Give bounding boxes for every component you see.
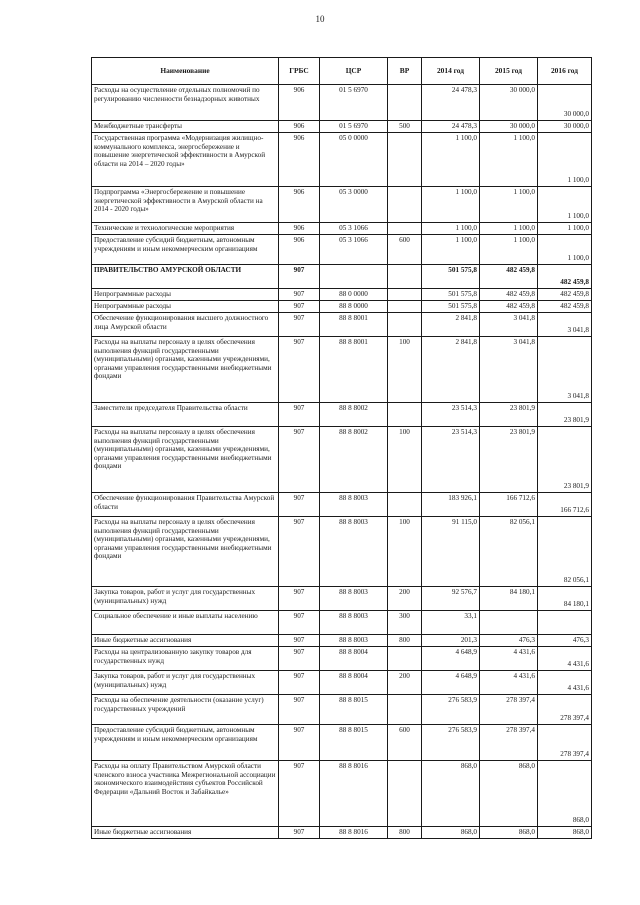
cell-name: Непрограммные расходы <box>92 301 279 313</box>
cell-grbs: 907 <box>279 611 320 635</box>
table-header-row <box>92 58 592 85</box>
cell-csr: 01 5 6970 <box>320 85 388 121</box>
table-row <box>92 289 592 301</box>
cell-name: Обеспечение функционирования Правительства Амурской области <box>92 493 279 517</box>
cell-grbs: 907 <box>279 725 320 761</box>
cell-2016: 1 100,0 <box>538 187 592 223</box>
cell-vr <box>388 493 422 517</box>
cell-grbs: 906 <box>279 187 320 223</box>
header-2016: 2016 год <box>538 58 592 85</box>
cell-csr: 88 8 8002 <box>320 403 388 427</box>
cell-grbs: 906 <box>279 235 320 265</box>
cell-csr: 88 8 8001 <box>320 337 388 403</box>
table-row <box>92 337 592 403</box>
cell-2014: 501 575,8 <box>422 289 480 301</box>
cell-2015: 23 801,9 <box>480 427 538 493</box>
cell-grbs: 907 <box>279 671 320 695</box>
budget-table-container <box>91 57 591 839</box>
table-body <box>92 85 592 839</box>
cell-grbs: 907 <box>279 301 320 313</box>
cell-2014: 2 841,8 <box>422 313 480 337</box>
cell-2014: 91 115,0 <box>422 517 480 587</box>
cell-csr: 88 0 0000 <box>320 289 388 301</box>
cell-grbs: 907 <box>279 403 320 427</box>
cell-vr <box>388 187 422 223</box>
header-vr: ВР <box>388 58 422 85</box>
cell-grbs: 907 <box>279 313 320 337</box>
cell-csr: 88 8 8015 <box>320 695 388 725</box>
table-row <box>92 223 592 235</box>
header-csr: ЦСР <box>320 58 388 85</box>
cell-csr: 88 8 8003 <box>320 611 388 635</box>
cell-2015: 30 000,0 <box>480 85 538 121</box>
cell-vr: 300 <box>388 611 422 635</box>
cell-grbs: 907 <box>279 827 320 839</box>
cell-name: Предоставление субсидий бюджетным, автономным учреждениям и иным некоммерческим организациям <box>92 235 279 265</box>
cell-2014: 1 100,0 <box>422 133 480 187</box>
cell-vr: 500 <box>388 121 422 133</box>
table-row <box>92 695 592 725</box>
cell-2016: 1 100,0 <box>538 133 592 187</box>
cell-grbs: 907 <box>279 517 320 587</box>
table-row <box>92 493 592 517</box>
cell-2015: 30 000,0 <box>480 121 538 133</box>
cell-vr: 600 <box>388 725 422 761</box>
cell-2014: 1 100,0 <box>422 223 480 235</box>
cell-name: Государственная программа «Модернизация жилищно-коммунального комплекса, энергосбережение и повышение энергетической эффективности в Амурской области на 2014 – 2020 годы» <box>92 133 279 187</box>
header-2015: 2015 год <box>480 58 538 85</box>
cell-vr <box>388 265 422 289</box>
cell-grbs: 906 <box>279 121 320 133</box>
cell-name: Расходы на выплаты персоналу в целях обеспечения выполнения функций государственными (муниципальными) органами, казенными учреждениями, органами управления государственными внебюджетными фондами <box>92 517 279 587</box>
cell-grbs: 907 <box>279 761 320 827</box>
table-row <box>92 301 592 313</box>
cell-vr <box>388 133 422 187</box>
cell-2016: 166 712,6 <box>538 493 592 517</box>
cell-2015: 82 056,1 <box>480 517 538 587</box>
cell-name: Иные бюджетные ассигнования <box>92 827 279 839</box>
cell-csr: 01 5 6970 <box>320 121 388 133</box>
cell-2016: 4 431,6 <box>538 671 592 695</box>
cell-grbs: 907 <box>279 427 320 493</box>
cell-2015: 868,0 <box>480 827 538 839</box>
cell-2015: 1 100,0 <box>480 133 538 187</box>
table-row <box>92 725 592 761</box>
cell-2015: 868,0 <box>480 761 538 827</box>
cell-vr <box>388 403 422 427</box>
cell-2015: 4 431,6 <box>480 671 538 695</box>
cell-csr: 05 3 0000 <box>320 187 388 223</box>
cell-csr: 88 8 8003 <box>320 493 388 517</box>
cell-2015: 3 041,8 <box>480 313 538 337</box>
table-row <box>92 121 592 133</box>
cell-2014: 33,1 <box>422 611 480 635</box>
cell-name: Расходы на осуществление отдельных полномочий по регулированию численности безнадзорных животных <box>92 85 279 121</box>
table-row <box>92 85 592 121</box>
table-row <box>92 403 592 427</box>
cell-csr: 88 8 8003 <box>320 635 388 647</box>
cell-2015: 278 397,4 <box>480 725 538 761</box>
cell-grbs: 906 <box>279 133 320 187</box>
cell-2016: 23 801,9 <box>538 403 592 427</box>
cell-2015: 4 431,6 <box>480 647 538 671</box>
cell-vr <box>388 223 422 235</box>
cell-2014: 24 478,3 <box>422 121 480 133</box>
cell-2016: 868,0 <box>538 761 592 827</box>
cell-2015: 278 397,4 <box>480 695 538 725</box>
cell-grbs: 907 <box>279 587 320 611</box>
table-row <box>92 647 592 671</box>
cell-vr: 800 <box>388 827 422 839</box>
cell-2014: 24 478,3 <box>422 85 480 121</box>
cell-name: Иные бюджетные ассигнования <box>92 635 279 647</box>
page-number: 10 <box>315 14 325 24</box>
cell-csr: 88 8 8016 <box>320 761 388 827</box>
cell-csr: 88 8 8003 <box>320 587 388 611</box>
table-row <box>92 635 592 647</box>
cell-csr: 88 8 8001 <box>320 313 388 337</box>
cell-2016: 476,3 <box>538 635 592 647</box>
header-2014: 2014 год <box>422 58 480 85</box>
cell-vr: 200 <box>388 587 422 611</box>
table-row <box>92 827 592 839</box>
cell-2015: 84 180,1 <box>480 587 538 611</box>
cell-grbs: 907 <box>279 635 320 647</box>
cell-2015: 1 100,0 <box>480 223 538 235</box>
header-name: Наименование <box>92 58 279 85</box>
cell-csr: 05 3 1066 <box>320 235 388 265</box>
cell-2014: 868,0 <box>422 761 480 827</box>
table-row <box>92 587 592 611</box>
cell-2016: 3 041,8 <box>538 313 592 337</box>
cell-2016: 1 100,0 <box>538 235 592 265</box>
cell-2016: 482 459,8 <box>538 265 592 289</box>
cell-2016: 868,0 <box>538 827 592 839</box>
cell-vr: 600 <box>388 235 422 265</box>
table-row <box>92 517 592 587</box>
cell-2016: 278 397,4 <box>538 725 592 761</box>
cell-2015: 1 100,0 <box>480 235 538 265</box>
cell-2014: 23 514,3 <box>422 403 480 427</box>
cell-grbs: 907 <box>279 695 320 725</box>
cell-vr: 800 <box>388 635 422 647</box>
cell-2014: 276 583,9 <box>422 695 480 725</box>
cell-csr: 05 3 1066 <box>320 223 388 235</box>
cell-vr <box>388 301 422 313</box>
cell-2016: 278 397,4 <box>538 695 592 725</box>
cell-2016: 3 041,8 <box>538 337 592 403</box>
cell-2014: 23 514,3 <box>422 427 480 493</box>
cell-2014: 501 575,8 <box>422 301 480 313</box>
cell-2016: 482 459,8 <box>538 301 592 313</box>
cell-name: Расходы на выплаты персоналу в целях обеспечения выполнения функций государственными (муниципальными) органами, казенными учреждениями, органами управления государственными внебюджетными фондами <box>92 337 279 403</box>
cell-csr: 88 8 8003 <box>320 517 388 587</box>
table-row <box>92 761 592 827</box>
cell-vr: 100 <box>388 337 422 403</box>
cell-grbs: 907 <box>279 265 320 289</box>
cell-csr: 88 8 8002 <box>320 427 388 493</box>
cell-2015: 1 100,0 <box>480 187 538 223</box>
cell-vr: 100 <box>388 517 422 587</box>
header-grbs: ГРБС <box>279 58 320 85</box>
cell-2014: 92 576,7 <box>422 587 480 611</box>
cell-vr <box>388 761 422 827</box>
cell-name: Предоставление субсидий бюджетным, автономным учреждениям и иным некоммерческим организациям <box>92 725 279 761</box>
cell-name: Заместители председателя Правительства области <box>92 403 279 427</box>
cell-name: Непрограммные расходы <box>92 289 279 301</box>
cell-2014: 201,3 <box>422 635 480 647</box>
cell-2015: 166 712,6 <box>480 493 538 517</box>
cell-csr: 05 0 0000 <box>320 133 388 187</box>
cell-vr <box>388 313 422 337</box>
cell-csr: 88 8 8015 <box>320 725 388 761</box>
cell-csr: 88 8 8016 <box>320 827 388 839</box>
table-row <box>92 235 592 265</box>
cell-2015: 3 041,8 <box>480 337 538 403</box>
cell-2014: 868,0 <box>422 827 480 839</box>
cell-name: Социальное обеспечение и иные выплаты населению <box>92 611 279 635</box>
table-row <box>92 611 592 635</box>
cell-name: ПРАВИТЕЛЬСТВО АМУРСКОЙ ОБЛАСТИ <box>92 265 279 289</box>
table-row <box>92 427 592 493</box>
cell-name: Обеспечение функционирования высшего должностного лица Амурской области <box>92 313 279 337</box>
cell-2016: 84 180,1 <box>538 587 592 611</box>
cell-csr: 88 8 0000 <box>320 301 388 313</box>
table-row <box>92 133 592 187</box>
cell-name: Технические и технологические мероприятия <box>92 223 279 235</box>
cell-2016: 82 056,1 <box>538 517 592 587</box>
cell-2015: 476,3 <box>480 635 538 647</box>
cell-grbs: 907 <box>279 493 320 517</box>
cell-name: Расходы на обеспечение деятельности (оказание услуг) государственных учреждений <box>92 695 279 725</box>
cell-2016: 30 000,0 <box>538 85 592 121</box>
cell-name: Закупка товаров, работ и услуг для государственных (муниципальных) нужд <box>92 671 279 695</box>
cell-2014: 4 648,9 <box>422 671 480 695</box>
cell-2016: 1 100,0 <box>538 223 592 235</box>
cell-vr <box>388 695 422 725</box>
cell-name: Закупка товаров, работ и услуг для государственных (муниципальных) нужд <box>92 587 279 611</box>
cell-vr: 200 <box>388 671 422 695</box>
budget-table <box>91 57 592 839</box>
table-row <box>92 265 592 289</box>
cell-2016: 30 000,0 <box>538 121 592 133</box>
cell-2014: 276 583,9 <box>422 725 480 761</box>
cell-grbs: 906 <box>279 85 320 121</box>
cell-grbs: 906 <box>279 223 320 235</box>
cell-2014: 1 100,0 <box>422 187 480 223</box>
table-row <box>92 187 592 223</box>
cell-name: Межбюджетные трансферты <box>92 121 279 133</box>
cell-2016: 23 801,9 <box>538 427 592 493</box>
table-row <box>92 671 592 695</box>
cell-2015 <box>480 611 538 635</box>
cell-2016: 4 431,6 <box>538 647 592 671</box>
cell-csr: 88 8 8004 <box>320 647 388 671</box>
cell-2015: 23 801,9 <box>480 403 538 427</box>
cell-2015: 482 459,8 <box>480 301 538 313</box>
cell-2014: 2 841,8 <box>422 337 480 403</box>
cell-2016 <box>538 611 592 635</box>
cell-vr <box>388 85 422 121</box>
cell-2015: 482 459,8 <box>480 265 538 289</box>
cell-2015: 482 459,8 <box>480 289 538 301</box>
cell-grbs: 907 <box>279 337 320 403</box>
cell-csr <box>320 265 388 289</box>
cell-2016: 482 459,8 <box>538 289 592 301</box>
cell-name: Расходы на централизованную закупку товаров для государственных нужд <box>92 647 279 671</box>
cell-name: Расходы на оплату Правительством Амурской области членского взноса участника Межрегиональной ассоциации экономического взаимодействия субъектов Российской Федерации «Дальний Восток и Забайкалье» <box>92 761 279 827</box>
cell-2014: 501 575,8 <box>422 265 480 289</box>
cell-name: Расходы на выплаты персоналу в целях обеспечения выполнения функций государственными (муниципальными) органами, казенными учреждениями, органами управления государственными внебюджетными фондами <box>92 427 279 493</box>
cell-2014: 1 100,0 <box>422 235 480 265</box>
cell-grbs: 907 <box>279 647 320 671</box>
cell-csr: 88 8 8004 <box>320 671 388 695</box>
cell-vr: 100 <box>388 427 422 493</box>
cell-2014: 183 926,1 <box>422 493 480 517</box>
cell-vr <box>388 289 422 301</box>
cell-vr <box>388 647 422 671</box>
cell-2014: 4 648,9 <box>422 647 480 671</box>
cell-name: Подпрограмма «Энергосбережение и повышение энергетической эффективности в Амурской области на 2014 - 2020 годы» <box>92 187 279 223</box>
cell-grbs: 907 <box>279 289 320 301</box>
table-row <box>92 313 592 337</box>
